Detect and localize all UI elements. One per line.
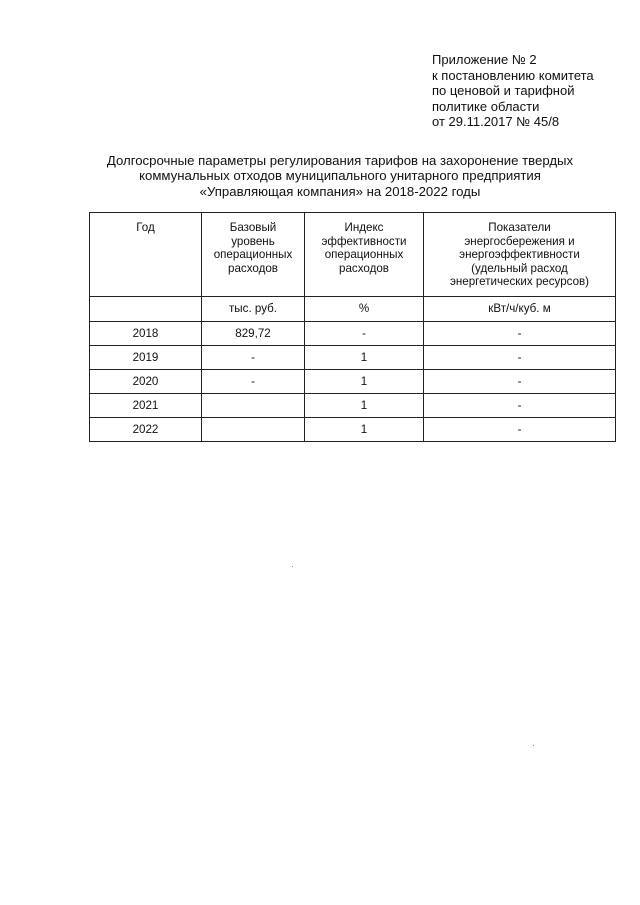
header-cell-1: Базовый уровень операционных расходов <box>202 213 305 297</box>
table-header-row <box>90 213 616 297</box>
appendix-line: политике области <box>432 98 540 114</box>
table-cell-0: 2020 <box>90 370 202 394</box>
appendix-note <box>432 52 594 130</box>
units-cell-0 <box>90 297 202 322</box>
table-cell-3: - <box>424 394 616 418</box>
scan-speck <box>533 745 534 746</box>
table-row <box>90 394 616 418</box>
table-cell-1: - <box>202 370 305 394</box>
table-cell-2: 1 <box>305 346 424 370</box>
units-cell-1: тыс. руб. <box>202 297 305 322</box>
table-cell-1 <box>202 394 305 418</box>
appendix-line: от 29.11.2017 № 45/8 <box>432 114 560 130</box>
appendix-line: по ценовой и тарифной <box>432 83 575 99</box>
title-line: коммунальных отходов муниципального унитарного предприятия <box>139 168 541 184</box>
units-cell-2: % <box>305 297 424 322</box>
units-cell-3: кВт/ч/куб. м <box>424 297 616 322</box>
table-cell-0: 2022 <box>90 418 202 442</box>
title-line: «Управляющая компания» на 2018-2022 годы <box>199 183 481 199</box>
table-cell-3: - <box>424 346 616 370</box>
table-cell-3: - <box>424 322 616 346</box>
header-cell-2: Индекс эффективности операционных расходов <box>305 213 424 297</box>
table-cell-1 <box>202 418 305 442</box>
table-cell-2: 1 <box>305 370 424 394</box>
table-row <box>90 418 616 442</box>
header-cell-0: Год <box>90 213 202 297</box>
document-title <box>70 153 610 199</box>
header-cell-3: Показатели энергосбережения и энергоэффективности (удельный расход энергетических ресурсов) <box>424 213 616 297</box>
table-cell-3: - <box>424 418 616 442</box>
table-cell-0: 2019 <box>90 346 202 370</box>
table-cell-0: 2018 <box>90 322 202 346</box>
title-line: Долгосрочные параметры регулирования тарифов на захоронение твердых <box>106 153 574 168</box>
table-cell-1: - <box>202 346 305 370</box>
table-cell-2: 1 <box>305 394 424 418</box>
table-units-row <box>90 297 616 322</box>
table-row <box>90 370 616 394</box>
table-row <box>90 346 616 370</box>
table-cell-1: 829,72 <box>202 322 305 346</box>
table-cell-3: - <box>424 370 616 394</box>
parameters-table <box>89 212 616 442</box>
appendix-line: к постановлению комитета <box>432 67 594 83</box>
scan-speck <box>292 566 293 567</box>
table-cell-0: 2021 <box>90 394 202 418</box>
table-cell-2: - <box>305 322 424 346</box>
table-row <box>90 322 616 346</box>
table-cell-2: 1 <box>305 418 424 442</box>
appendix-line: Приложение № 2 <box>432 52 537 67</box>
